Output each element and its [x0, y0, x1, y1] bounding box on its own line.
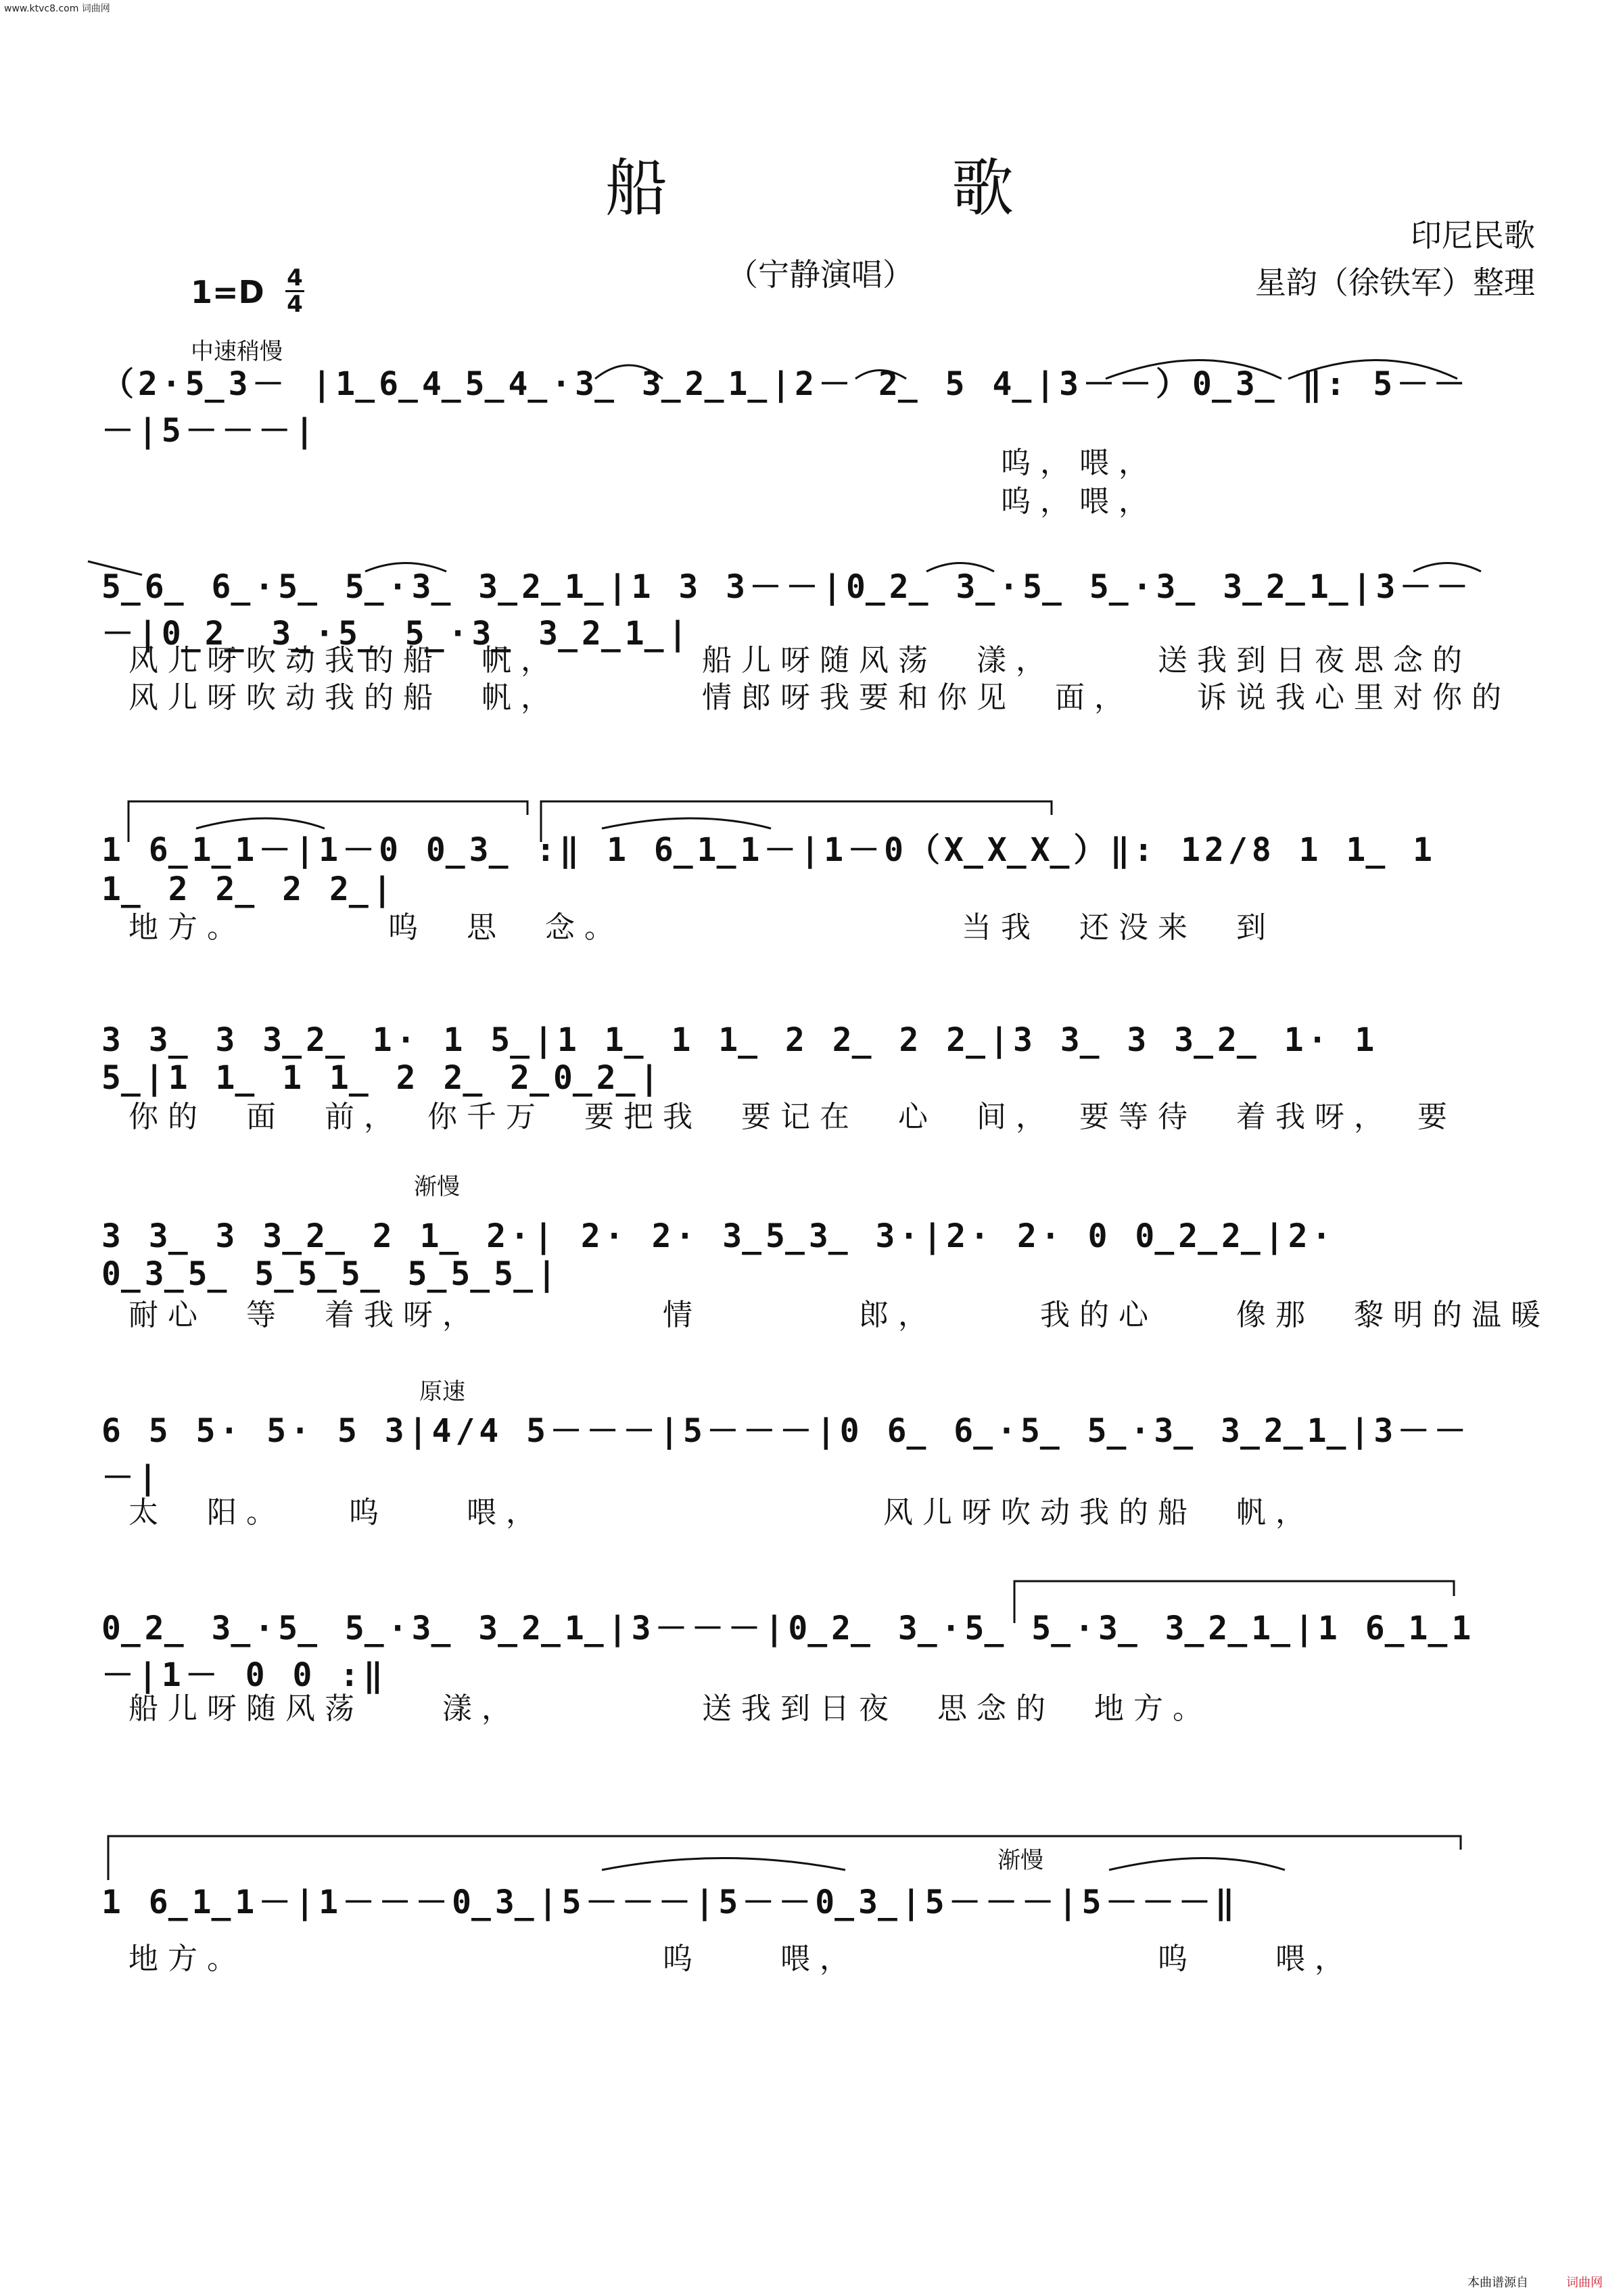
slowdown-mark-1: 渐慢 [414, 1173, 460, 1200]
volta-1 [128, 801, 527, 842]
score-system-7: 0̲2̲ 3̲·5̲ 5̲·3̲ 3̲2̲1̲|3－－－|0̲2̲ 3̲·5̲ 5̲·3̲ 3̲2̲1̲|1 6̲1̲1－|1－ 0 0 :‖ [101, 1610, 1476, 1694]
title-char-1: 船 [605, 152, 668, 225]
title-char-2: 歌 [951, 152, 1014, 225]
meter-top: 4 [287, 264, 303, 291]
tempo-marking: 中速稍慢 [191, 338, 283, 365]
score-system-4: 3 3̲ 3 3̲2̲ 1· 1 5̲|1 1̲ 1 1̲ 2 2̲ 2 2̲|3 3̲ 3 3̲2̲ 1· 1 5̲|1 1̲ 1 1̲ 2 2̲ 2̲0̲2̲| [101, 1021, 1379, 1097]
meter-bottom: 4 [287, 291, 303, 318]
resume-tempo-mark: 原速 [419, 1378, 465, 1405]
footer-logo: 词曲网 [1566, 2276, 1603, 2290]
score-system-5: 3 3̲ 3 3̲2̲ 2 1̲ 2·| 2· 2· 3̲5̲3̲ 3·|2· 2· 0 0̲2̲2̲|2· 0̲3̲5̲ 5̲5̲5̲ 5̲5̲5̲| [101, 1217, 1336, 1293]
slur [595, 365, 663, 379]
lyric-2-verse-1: 风儿呀吹动我的船 帆， 船儿呀随风荡 漾， 送我到日夜思念的 [128, 643, 1472, 678]
lyric-3: 地方。 呜 思 念。 当我 还没来 到 [128, 910, 1275, 945]
footer-source-label: 本曲谱源自 [1467, 2276, 1528, 2290]
grace-line [88, 561, 142, 575]
score-system-8: 1 6̲1̲1－|1－－－0̲3̲|5－－－|5－－0̲3̲|5－－－|5－－－‖ [101, 1883, 1239, 1921]
slowdown-mark-2: 渐慢 [997, 1847, 1043, 1874]
volta-2b [108, 1836, 1461, 1880]
volta-2 [541, 801, 1052, 842]
key-signature: 1=D [191, 274, 264, 310]
slur [926, 563, 994, 572]
lyric-5: 耐心 等 着我呀， 情 郎， 我的心 像那 黎明的温暖 [128, 1298, 1550, 1332]
slur [1413, 563, 1481, 572]
lyric-6: 太 阳。 呜 喂， 风儿呀吹动我的船 帆， [128, 1495, 1315, 1530]
lyric-8: 地方。 呜 喂， 呜 喂， [128, 1942, 1354, 1976]
slur [1109, 1858, 1285, 1871]
slur [855, 371, 906, 379]
slur [602, 1858, 845, 1871]
slur [196, 818, 325, 828]
lyric-1-verse-2: 呜，喂， [1001, 484, 1158, 519]
lyric-2-verse-2: 风儿呀吹动我的船 帆， 情郎呀我要和你见 面， 诉说我心里对你的 [128, 680, 1511, 715]
score-system-6: 6 5 5· 5· 5 3|4/4 5－－－|5－－－|0 6̲ 6̲·5̲ 5̲·3̲ 3̲2̲1̲|3－－－| [101, 1412, 1471, 1497]
slur [1288, 360, 1457, 379]
lyric-7: 船儿呀随风荡 漾， 送我到日夜 思念的 地方。 [128, 1691, 1212, 1726]
arranger-label: 星韵（徐铁军）整理 [1255, 264, 1535, 301]
slur [602, 818, 771, 828]
score-system-3: 1 6̲1̲1－|1－0 0̲3̲ :‖ 1 6̲1̲1－|1－0（X̲X̲X̲）‖: 12/8 1 1̲ 1 1̲ 2 2̲ 2 2̲| [101, 830, 1437, 908]
lyric-4: 你的 面 前， 你千万 要把我 要记在 心 间， 要等待 着我呀， 要 [128, 1100, 1457, 1134]
singer-label: （宁静演唱） [727, 256, 914, 293]
source-site-label: www.ktvc8.com 词曲网 [4, 3, 110, 14]
lyric-1-verse-1: 呜，喂， [1001, 446, 1158, 480]
volta-1b [1014, 1581, 1454, 1623]
score-system-2: 5̲6̲ 6̲·5̲ 5̲·3̲ 3̲2̲1̲|1 3 3－－|0̲2̲ 3̲·5̲ 5̲·3̲ 3̲2̲1̲|3－－－|0̲2̲ 3̲·5̲ 5̲·3̲ 3̲2̲1̲| [101, 568, 1473, 653]
origin-label: 印尼民歌 [1411, 217, 1535, 254]
slur [1106, 360, 1281, 379]
slur [365, 563, 446, 572]
score-system-1: （2·5̲3－ |1̲6̲4̲5̲4̲·3̲ 3̲2̲1̲|2－ 2̲ 5 4̲|3－－）0̲3̲ ‖: 5－－－|5－－－| [101, 365, 1470, 450]
